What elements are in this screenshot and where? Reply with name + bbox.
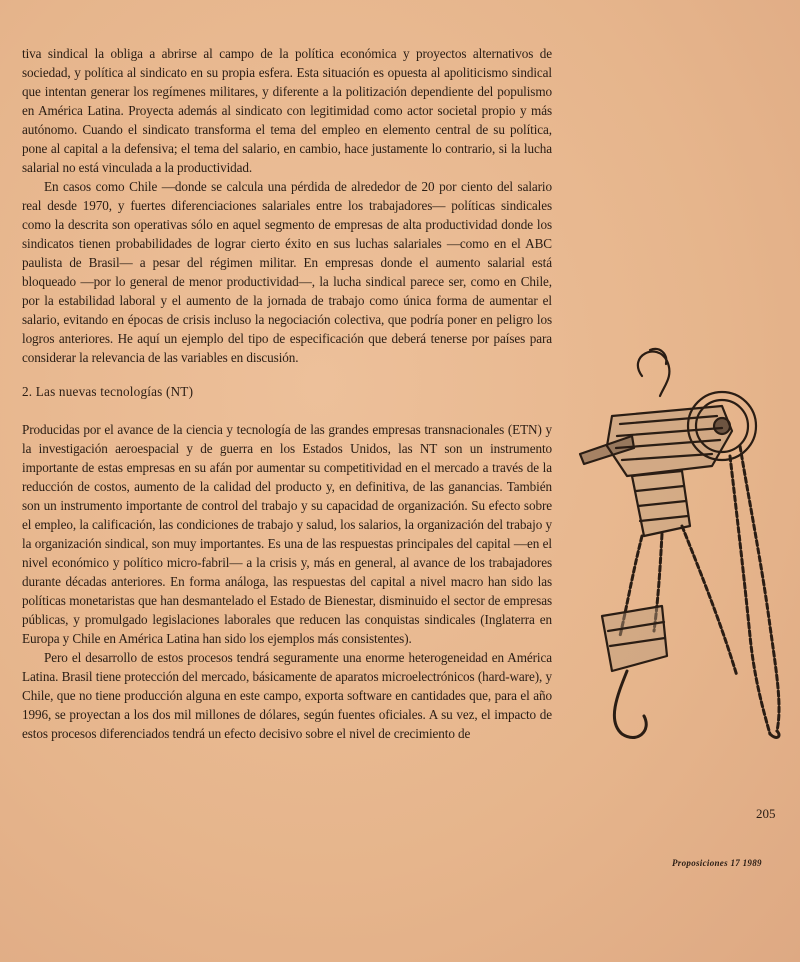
paragraph-4: Pero el desarrollo de estos procesos tendrá seguramente una enorme heterogeneidad en América Latina. Brasil tiene protección del mercado, básicamente de aparatos microelectrónicos (hard-ware), y Chile, que no tiene producción alguna en este campo, exporta software en cantidades que, para el año 1996, se proyectan a los dos mil millones de dólares, según fuentes oficiales. A su vez, el impacto de estos procesos diferenciados tendrá un efecto decisivo sobre el nivel de crecimiento de bbox=[22, 650, 552, 741]
chain-hoist-icon bbox=[572, 336, 792, 756]
paragraph-3: Producidas por el avance de la ciencia y tecnología de las grandes empresas transnacionales (ETN) y la investigación aeroespacial y de guerra en los Estados Unidos, las NT son un instrumento importante de estas empresas en su afán por aumentar su competitividad en el mercado a través de la reducción de costos, aumento de la calidad del producto y, en definitiva, de las ganancias. También son un instrumento importante de control del trabajo y su capacidad de organización. Su efecto sobre el empleo, la calificación, las condiciones de trabajo y salud, los salarios, la organización del trabajo y la organización sindical, son muy importantes. Es una de las respuestas principales del capital —en el nivel económico y político micro-fabril— a la crisis y, más en general, al avance de los trabajadores durante décadas anteriores. En forma análoga, las respuestas del capital a nivel macro han sido las políticas monetaristas que han desmantelado el Estado de Bienestar, disminuido el sector de empresas públicas, y promulgado legislaciones laborales que reducen las conquistas sindicales (Inglaterra en Europa y Chile en América Latina han sido los ejemplos más consistentes). bbox=[22, 422, 552, 646]
section-heading: 2. Las nuevas tecnologías (NT) bbox=[22, 384, 194, 399]
page-number: 205 bbox=[756, 806, 776, 821]
journal-footer: Proposiciones 17 1989 bbox=[672, 858, 762, 868]
body-text-column bbox=[22, 44, 552, 743]
paragraph-1: tiva sindical la obliga a abrirse al campo de la política económica y proyectos alternativos de sociedad, y política al sindicato en su propia esfera. Esta situación es opuesta al apoliticismo sindical que intentan generar los regímenes militares, y diferente a la politización dependiente del populismo en América Latina. Proyecta además al sindicato con legitimidad como actor societal propio y más autónomo. Cuando el sindicato transforma el tema del empleo en elemento central de su política, pone al capital a la defensiva; el tema del salario, en cambio, hace justamente lo contrario, si la lucha salarial no está vinculada a la productividad. bbox=[22, 46, 552, 175]
paragraph-2: En casos como Chile —donde se calcula una pérdida de alrededor de 20 por ciento del salario real desde 1970, y fuertes diferenciaciones salariales entre los trabajadores— políticas sindicales como la descrita son operativas sólo en aquel segmento de empresas de alta productividad donde los sindicatos tienen probabilidades de lograr cierto éxito en sus luchas salariales —como en el ABC paulista de Brasil— a pesar del régimen militar. En empresas donde el aumento salarial está bloqueado —por lo general de menor productividad—, la lucha sindical parece ser, como en Chile, por la estabilidad laboral y el aumento de la jornada de trabajo como única forma de aumentar el salario, evitando en épocas de crisis incluso la negociación colectiva, que podría poner en peligro los logros anteriores. He aquí un ejemplo del tipo de especificación que deberá tenerse por países para considerar la relevancia de las variables en discusión. bbox=[22, 179, 552, 365]
